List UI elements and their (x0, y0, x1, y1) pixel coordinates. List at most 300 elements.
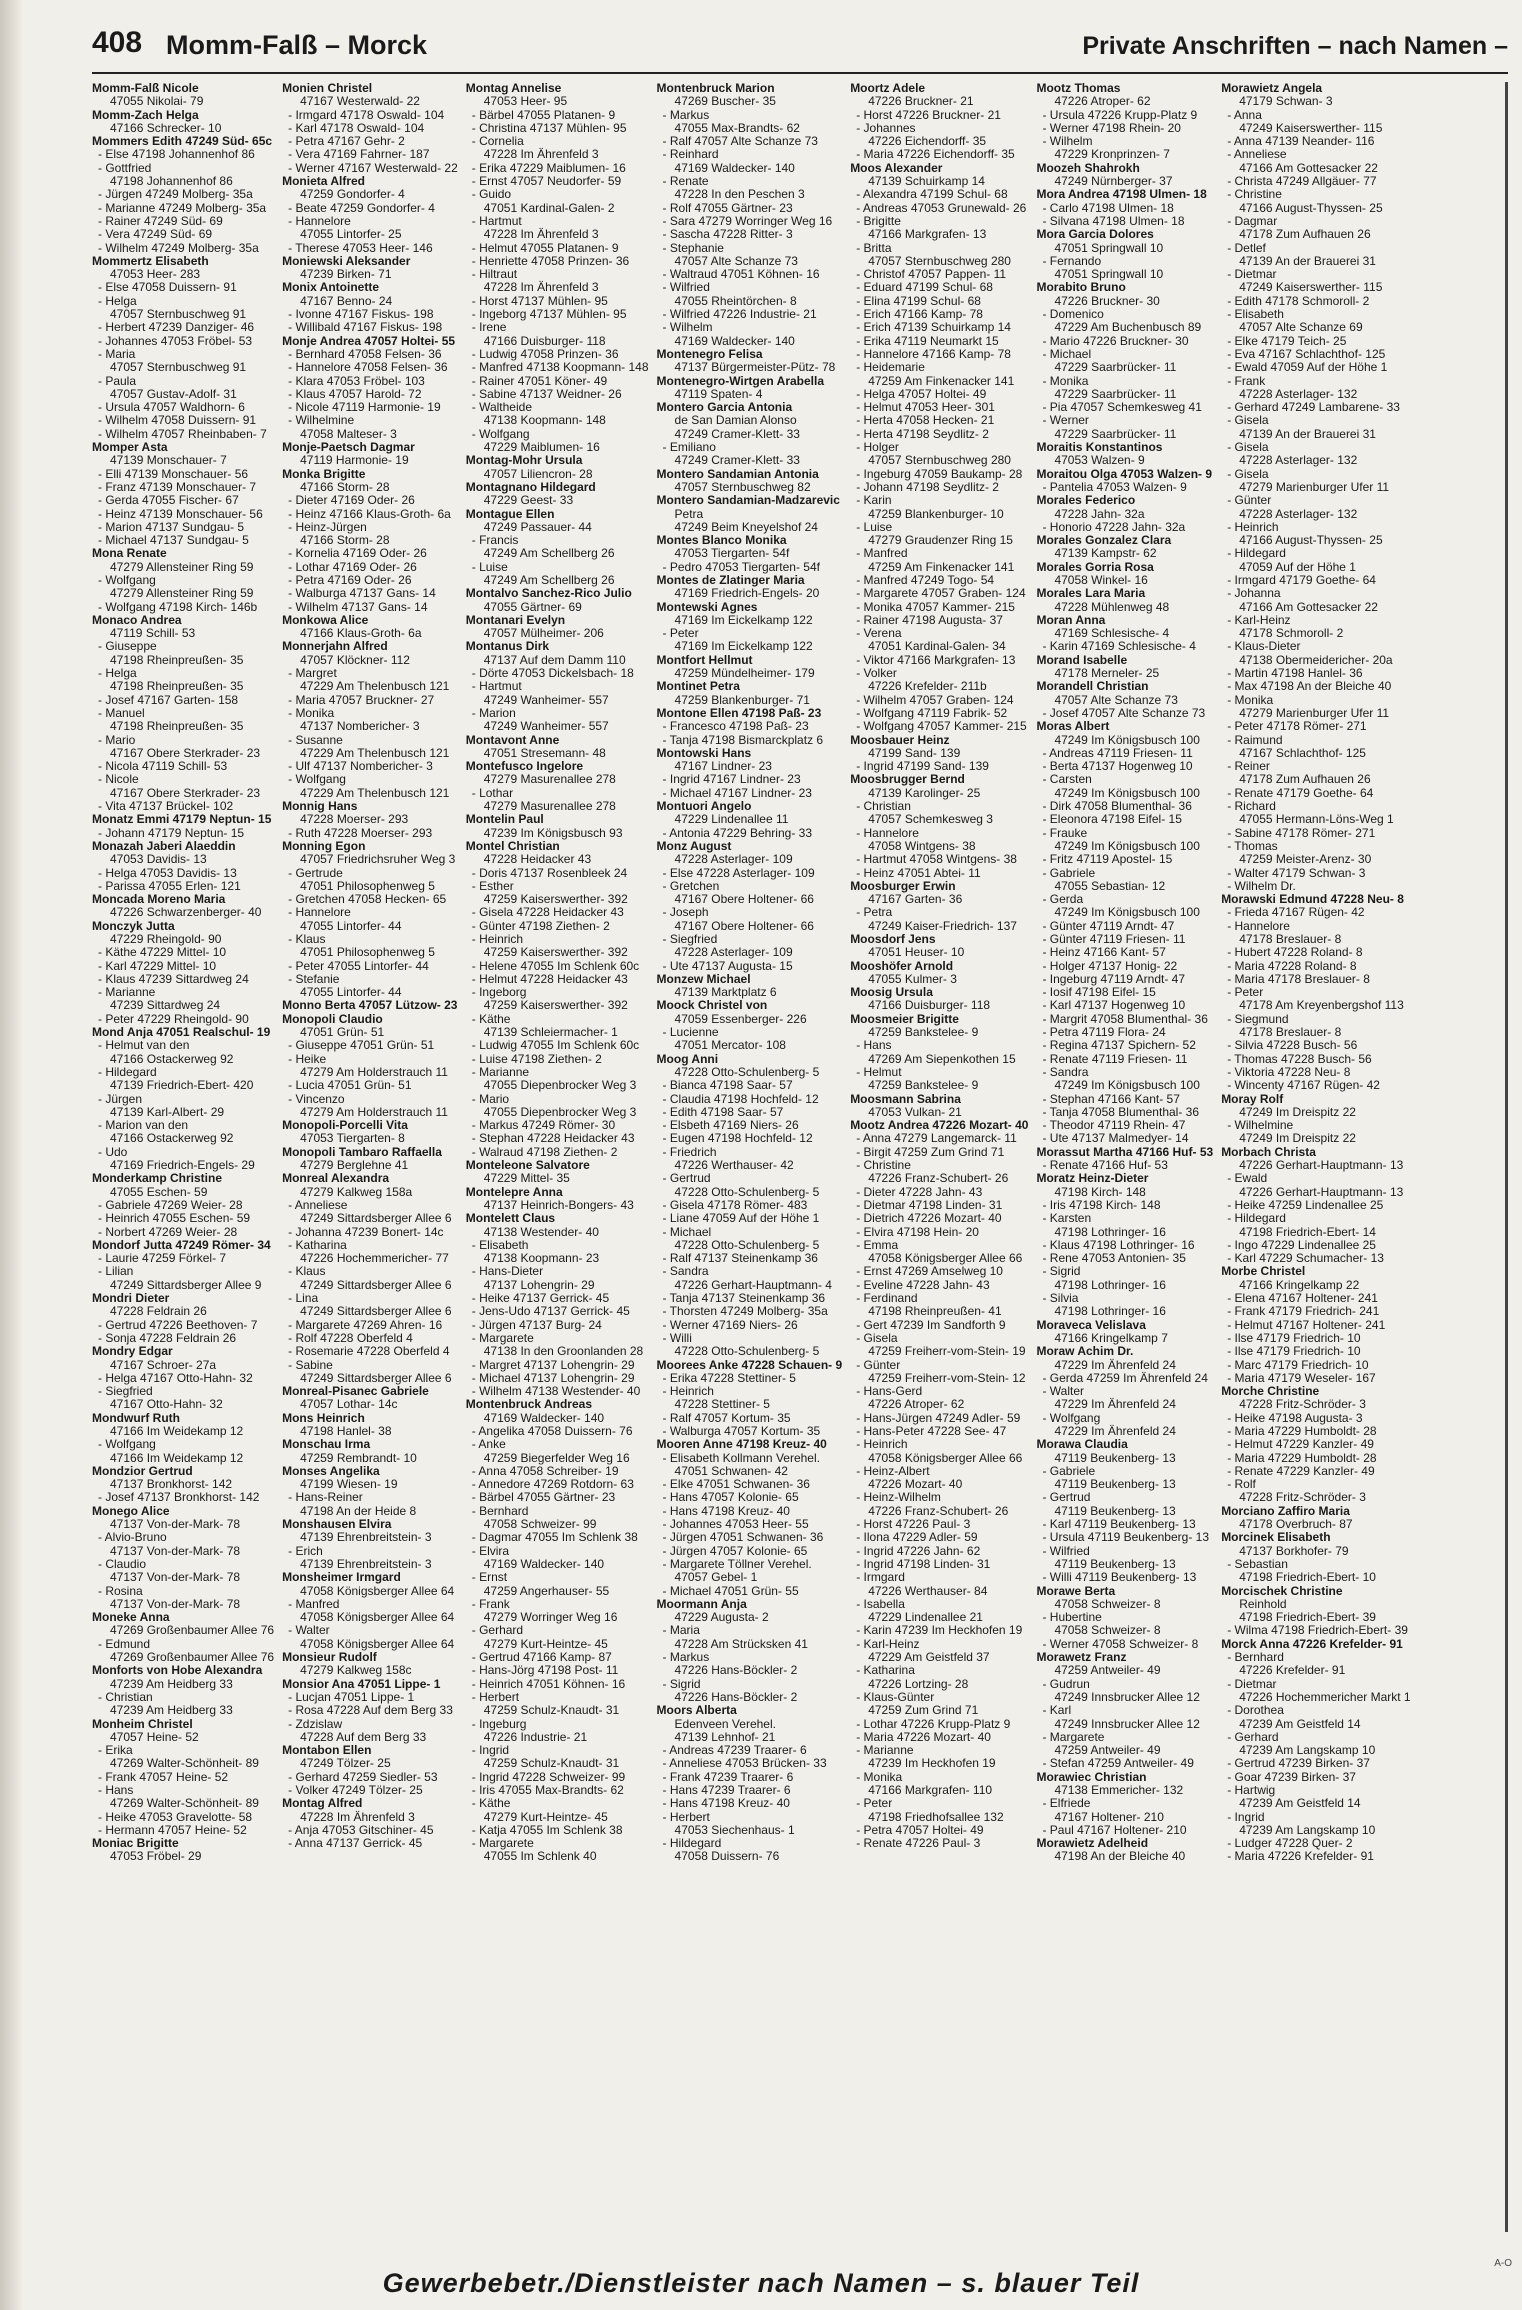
directory-entry: - Isabella (856, 1596, 905, 1611)
directory-entry-name: Mons Heinrich (282, 1410, 365, 1425)
directory-entry-name: Monderkamp Christine (92, 1171, 223, 1186)
directory-entry: - Maria 47178 Breslauer- 8 (1227, 971, 1370, 986)
directory-entry: - Rosina (98, 1583, 143, 1598)
directory-entry: 47259 Schulz-Knaudt- 31 (483, 1703, 620, 1718)
directory-entry: - Liane 47059 Auf der Höhe 1 (662, 1211, 820, 1226)
directory-entry: 47178 Merneler- 25 (1054, 666, 1160, 681)
directory-entry: - Ralf 47057 Alte Schanze 73 (662, 134, 818, 149)
directory-entry: 47259 Am Finkenacker 141 (868, 373, 1015, 388)
directory-entry: - Frank 47179 Friedrich- 241 (1227, 1304, 1380, 1319)
directory-entry: - Peter (856, 1796, 893, 1811)
directory-entry: - Waltraud 47051 Köhnen- 16 (662, 267, 820, 282)
directory-entry: - Gudrun (1042, 1676, 1090, 1691)
directory-entry: - Gertrud 47166 Kamp- 87 (471, 1650, 612, 1665)
directory-entry-name: Moneke Anna (92, 1610, 170, 1625)
directory-entry: - Willi (662, 1330, 692, 1345)
directory-entry: - Margarete (1042, 1729, 1105, 1744)
directory-entry: - Sigrid (662, 1676, 701, 1691)
directory-entry: - Nicole (98, 772, 139, 787)
directory-entry: 47138 Koopmann- 23 (483, 1251, 600, 1266)
directory-entry: - Hannelore (288, 905, 351, 920)
directory-entry: 47166 Duisburger- 118 (868, 998, 991, 1013)
directory-entry: - Günter 47119 Friesen- 11 (1042, 932, 1186, 946)
directory-entry: - Rainer 47051 Köner- 49 (471, 373, 608, 388)
directory-entry: - Werner (1042, 413, 1089, 428)
directory-entry: - Friedrich (662, 1144, 717, 1159)
directory-entry-name: Montabon Ellen (282, 1743, 372, 1758)
directory-entry: - Michael 47137 Sundgau- 5 (98, 533, 249, 548)
directory-entry: 47228 Fritz-Schröder- 3 (1239, 1397, 1366, 1412)
directory-entry-name: Monczyk Jutta (92, 918, 175, 933)
directory-entry: - Irmgard 47179 Goethe- 64 (1227, 572, 1376, 587)
directory-entry: - Manfred 47138 Koopmann- 148 (471, 360, 649, 375)
directory-entry: 47228 Otto-Schulenberg- 5 (674, 1064, 820, 1079)
directory-entry-name: Mona Renate (92, 546, 167, 561)
directory-entry: 47198 Lothringer- 16 (1054, 1304, 1166, 1319)
directory-entry: - Cornelia (471, 134, 524, 149)
directory-entry: 47228 Otto-Schulenberg- 5 (674, 1237, 820, 1252)
directory-entry: - Anneliese (1227, 147, 1287, 162)
directory-entry: 47269 Am Siepenkothen 15 (868, 1051, 1016, 1066)
directory-entry: 47053 Heer- 283 (110, 267, 201, 282)
directory-entry-name: Monnig Hans (282, 799, 358, 814)
directory-entry: 47226 Hans-Böckler- 2 (674, 1663, 798, 1678)
directory-entry: - Wilhelm (662, 320, 713, 335)
directory-entry: 47249 Im Königsbusch 100 (1054, 732, 1200, 747)
directory-entry-name: Monopoli-Porcelli Vita (282, 1118, 408, 1133)
directory-entry-name: Montewski Agnes (656, 599, 758, 614)
directory-entry: - Margarete Töllner Verehel. (662, 1556, 812, 1571)
directory-entry: - Lucjan 47051 Lippe- 1 (288, 1689, 415, 1704)
directory-entry: - Frank (471, 1596, 510, 1611)
directory-entry: - Bernhard 47058 Felsen- 36 (288, 346, 442, 361)
directory-entry: 47053 Heer- 95 (483, 94, 568, 109)
directory-entry: 47249 Tölzer- 25 (300, 1756, 391, 1771)
directory-entry: - Sebastian (1227, 1556, 1288, 1571)
directory-entry: - Klaus 47057 Harold- 72 (288, 386, 422, 401)
directory-entry: - Käthe (471, 1796, 511, 1811)
directory-entry-name: Monnerjahn Alfred (282, 639, 388, 654)
directory-entry-name: Mond Anja 47051 Realschul- 19 (92, 1025, 271, 1040)
directory-entry: - Ernst 47269 Amselweg 10 (856, 1264, 1003, 1279)
directory-entry: - Regina 47137 Spichern- 52 (1042, 1038, 1196, 1053)
directory-entry: 47166 Storm- 28 (300, 533, 390, 548)
directory-entry-name: Monheim Christel (92, 1716, 193, 1731)
directory-entry: 47228 Otto-Schulenberg- 5 (674, 1344, 820, 1359)
directory-entry: - Günter (856, 1357, 901, 1372)
directory-entry: 47055 Lintorfer- 44 (300, 918, 402, 933)
directory-entry-name: Monje-Paetsch Dagmar (282, 440, 415, 455)
directory-entry: 47051 Springwall 10 (1054, 267, 1164, 282)
directory-entry-name: Montel Christian (465, 838, 560, 853)
directory-entry: 47055 Eschen- 59 (110, 1184, 208, 1199)
directory-entry: 47058 Wintgens- 38 (868, 838, 976, 853)
directory-entry: 47279 Allensteiner Ring 59 (110, 559, 254, 574)
directory-entry: 47058 Duissern- 76 (674, 1849, 780, 1864)
directory-entry: - Wilhelm (1042, 134, 1093, 149)
directory-entry: - Gerhard (1227, 1729, 1279, 1744)
directory-entry: 47119 Beukenberg- 13 (1054, 1556, 1176, 1571)
directory-entry-name: Moran Anna (1036, 612, 1106, 627)
directory-entry-name: Monz August (656, 838, 732, 853)
directory-entry: 47229 Am Thelenbusch 121 (300, 785, 450, 800)
directory-entry-name: Montenbruck Marion (656, 81, 775, 95)
directory-entry: 47058 Königsberger Allee 66 (868, 1450, 1023, 1465)
directory-entry: 47058 Königsberger Allee 66 (868, 1251, 1023, 1266)
directory-entry: - Johannes 47053 Heer- 55 (662, 1517, 809, 1532)
directory-entry: 47139 An der Brauerei 31 (1239, 426, 1376, 441)
directory-entry: - Rolf 47055 Gärtner- 23 (662, 200, 793, 215)
directory-entry: - Jürgen 47057 Kolonie- 65 (662, 1543, 808, 1558)
directory-entry: 47228 Im Ährenfeld 3 (483, 227, 599, 242)
directory-entry: - Stephan 47166 Kant- 57 (1042, 1091, 1180, 1106)
directory-entry: - Margrit 47058 Blumenthal- 36 (1042, 1011, 1208, 1026)
directory-entry: - Renate 47179 Goethe- 64 (1227, 785, 1374, 800)
directory-entry: 47138 Koopmann- 148 (483, 413, 606, 428)
directory-entry: 47053 Tiergarten- 54f (674, 546, 790, 561)
directory-entry: 47259 Angerhauser- 55 (483, 1583, 610, 1598)
directory-entry: 47169 Waldecker- 140 (483, 1556, 605, 1571)
directory-entry: - Hiltraut (471, 267, 518, 282)
directory-entry: 47167 Benno- 24 (300, 293, 393, 308)
directory-entry: 47198 Rheinpreußen- 35 (110, 679, 244, 694)
directory-entry: - Doris 47137 Rosenbleek 24 (471, 865, 628, 880)
directory-entry: 47259 Bankstelee- 9 (868, 1078, 979, 1093)
directory-entry: 47279 Marienburger Ufer 11 (1239, 705, 1390, 720)
directory-entry: 47279 Kalkweg 158c (300, 1663, 412, 1678)
directory-entry: - Wilfried (662, 280, 710, 295)
directory-entry-name: Mootz Andrea 47226 Mozart- 40 (850, 1118, 1029, 1133)
directory-entry: - Frank 47057 Heine- 52 (98, 1769, 229, 1784)
directory-entry: - Eva 47167 Schlachthof- 125 (1227, 346, 1386, 361)
directory-entry: 47198 Rheinpreußen- 41 (868, 1304, 1002, 1319)
directory-entry: 47058 Königsberger Allee 64 (300, 1583, 455, 1598)
directory-entry: 47057 Gebel- 1 (674, 1570, 758, 1585)
directory-entry: - Fernando (1042, 253, 1102, 268)
directory-entry: - Wincenty 47167 Rügen- 42 (1227, 1078, 1380, 1093)
directory-entry: - Lucia 47051 Grün- 51 (288, 1078, 412, 1093)
directory-entry: 47137 Heinrich-Bongers- 43 (483, 1197, 634, 1212)
directory-entry-name: Mondorf Jutta 47249 Römer- 34 (92, 1237, 271, 1252)
directory-entry: 47119 Spaten- 4 (674, 386, 763, 401)
directory-entry: 47226 Industrie- 21 (483, 1729, 588, 1744)
directory-column-4 (657, 82, 843, 2232)
directory-entry: - Irmgard (856, 1570, 905, 1585)
directory-entry: 47166 Kringelkamp 22 (1239, 1277, 1360, 1292)
directory-entry: 47051 Schwanen- 42 (674, 1463, 788, 1478)
directory-entry: - Claudio (98, 1556, 147, 1571)
directory-entry: 47226 Bruckner- 30 (1054, 293, 1160, 308)
directory-entry-name: Moraw Achim Dr. (1036, 1344, 1134, 1359)
directory-entry: 47249 Kaiserswerther- 115 (1239, 120, 1383, 135)
directory-column-5 (850, 82, 1028, 2232)
directory-entry: 47055 Gärtner- 69 (483, 599, 582, 614)
directory-entry: - Ingrid (1227, 1809, 1265, 1824)
directory-entry: 47226 Hochemmericher- 77 (300, 1251, 449, 1266)
directory-entry: - Elisabeth Kollmann Verehel. (662, 1450, 820, 1465)
directory-entry: - Paul 47167 Holtener- 210 (1042, 1822, 1187, 1837)
directory-entry-name: Montelin Paul (465, 812, 544, 827)
directory-entry: - Klaus-Günter (856, 1689, 935, 1704)
directory-entry: 47139 An der Brauerei 31 (1239, 253, 1376, 268)
directory-entry: 47057 Sternbuschweg 91 (110, 360, 247, 375)
directory-entry: - Michael (1042, 346, 1092, 361)
directory-entry-name: Morche Christine (1221, 1384, 1320, 1399)
directory-entry: 47249 Cramer-Klett- 33 (674, 453, 800, 468)
directory-entry: 47259 Kaiserswerther- 392 (483, 892, 628, 907)
directory-entry: - Helmut 47229 Kanzler- 49 (1227, 1437, 1374, 1452)
directory-entry: - Anneliese (288, 1197, 348, 1212)
directory-entry: - Helmut 47053 Heer- 301 (856, 400, 995, 415)
directory-entry: - Pia 47057 Schemkesweg 41 (1042, 400, 1202, 415)
directory-entry: - Henriette 47058 Prinzen- 36 (471, 253, 630, 268)
directory-entry: - Ingrid 47167 Lindner- 23 (662, 772, 801, 787)
directory-entry: - Klaus 47239 Sittardweg 24 (98, 971, 249, 986)
directory-entry: - Ruth 47228 Moerser- 293 (288, 825, 433, 840)
directory-entry: - Gabriele 47269 Weier- 28 (98, 1197, 243, 1212)
directory-entry: - Erika (98, 1743, 133, 1758)
directory-entry: 47259 Kaiserswerther- 392 (483, 998, 628, 1013)
directory-entry: - Anke (471, 1437, 506, 1452)
directory-entry: - Gertrude (288, 865, 343, 880)
directory-entry: 47229 Rheingold- 90 (110, 932, 222, 946)
directory-entry: - Maria (98, 346, 136, 361)
directory-entry: - Ute 47137 Malmedyer- 14 (1042, 1131, 1189, 1146)
directory-entry: - Carsten (1042, 772, 1092, 787)
directory-entry: 47166 Klaus-Groth- 6a (300, 626, 422, 641)
directory-entry-name: Monsheimer Irmgard (282, 1570, 401, 1585)
directory-entry: - Gerda 47259 Im Ährenfeld 24 (1042, 1370, 1208, 1385)
directory-entry-name: Momm-Zach Helga (92, 107, 199, 122)
directory-entry: 47119 Beukenberg- 13 (1054, 1477, 1176, 1492)
directory-entry-name: Montavont Anne (465, 732, 560, 747)
directory-entry: - Ursula 47057 Waldhorn- 6 (98, 400, 245, 415)
directory-entry: 47228 Am Strücksken 41 (674, 1636, 808, 1651)
directory-entry: - Wolfgang (288, 772, 346, 787)
directory-entry: - Helmut 47055 Platanen- 9 (471, 240, 619, 255)
directory-entry: - Ralf 47057 Kortum- 35 (662, 1410, 791, 1425)
directory-entry: - Erika 47119 Neumarkt 15 (856, 333, 999, 348)
directory-entry: - Beate 47259 Gondorfer- 4 (288, 200, 435, 215)
directory-entry: 47137 Nombericher- 3 (300, 719, 420, 734)
directory-entry: 47249 Passauer- 44 (483, 519, 592, 534)
directory-entry: - Markus (662, 107, 710, 122)
directory-entry: - Bianca 47198 Saar- 57 (662, 1078, 793, 1093)
directory-entry: 47138 Emmericher- 132 (1054, 1783, 1184, 1797)
directory-entry: - Johannes 47053 Fröbel- 53 (98, 333, 253, 348)
directory-entry: 47169 Schlesische- 4 (1054, 626, 1170, 641)
directory-entry-name: Montes Blanco Monika (656, 533, 787, 548)
directory-entry: - Wilma 47198 Friedrich-Ebert- 39 (1227, 1623, 1408, 1638)
directory-entry: - Markus 47249 Römer- 30 (471, 1118, 616, 1133)
directory-entry: - Sascha 47228 Ritter- 3 (662, 227, 793, 242)
directory-entry: - Marianne (471, 1064, 530, 1079)
directory-entry: 47279 Graudenzer Ring 15 (868, 533, 1013, 548)
directory-entry: - Therese 47053 Heer- 146 (288, 240, 433, 255)
directory-entry: - Alvio-Bruno (98, 1530, 167, 1545)
directory-entry: - Tanja 47058 Blumenthal- 36 (1042, 1104, 1200, 1119)
directory-entry: de San Damian Alonso (674, 413, 797, 428)
directory-entry-name: Monix Antoinette (282, 280, 379, 295)
directory-entry-name: Moozeh Shahrokh (1036, 160, 1140, 175)
directory-entry: - Siegmund (1227, 1011, 1289, 1026)
directory-entry-name: Moraitis Konstantinos (1036, 440, 1163, 455)
directory-entry: 47259 Zum Grind 71 (868, 1703, 979, 1718)
directory-entry: 47229 Augusta- 2 (674, 1610, 769, 1625)
directory-entry: - Franz 47139 Monschauer- 7 (98, 479, 257, 494)
directory-entry: - Rainer 47249 Süd- 69 (98, 213, 223, 228)
directory-entry: - Verena (856, 626, 902, 641)
directory-entry: - Ulf 47137 Nombericher- 3 (288, 759, 433, 774)
directory-entry: 47138 Westender- 40 (483, 1224, 599, 1239)
directory-entry-name: Montero Garcia Antonia (656, 400, 793, 415)
directory-entry: 47137 Von-der-Mark- 78 (110, 1517, 241, 1532)
directory-entry: 47226 Werthauser- 42 (674, 1158, 794, 1173)
directory-entry: - Karl-Heinz (856, 1636, 920, 1651)
directory-entry: - Bärbel 47055 Platanen- 9 (471, 107, 616, 122)
directory-entry: - Eveline 47228 Jahn- 43 (856, 1277, 990, 1292)
directory-entry: 47226 Schwarzenberger- 40 (110, 905, 262, 920)
directory-entry: - Emma (856, 1237, 899, 1252)
directory-entry: 47239 Birken- 71 (300, 267, 392, 282)
directory-entry: - Johanna (1227, 586, 1281, 601)
directory-entry: - Maria 47179 Weseler- 167 (1227, 1370, 1376, 1385)
directory-entry: - Stephan 47228 Heidacker 43 (471, 1131, 635, 1146)
directory-entry: - Iris 47055 Max-Brandts- 62 (471, 1783, 624, 1797)
directory-entry-name: Monego Alice (92, 1503, 170, 1518)
directory-entry: - Wilhelm 47057 Rheinbaben- 7 (98, 426, 267, 441)
directory-entry: - Christian (856, 799, 911, 814)
directory-entry: 47226 Gerhart-Hauptmann- 4 (674, 1277, 832, 1292)
directory-entry: - Heinz-Jürgen (288, 519, 367, 534)
directory-entry-name: Moniewski Aleksander (282, 253, 411, 268)
directory-entry: - Karl 47229 Schumacher- 13 (1227, 1251, 1384, 1266)
page-code: A-O (1494, 2258, 1512, 2269)
directory-entry: - Wolfgang 47119 Fabrik- 52 (856, 705, 1008, 720)
directory-entry: - Gisela (1227, 440, 1269, 455)
directory-entry: - Helmut 47228 Heidacker 43 (471, 971, 628, 986)
directory-entry: 47259 Kaiserswerther- 392 (483, 945, 628, 960)
directory-entry-name: Monsior Ana 47051 Lippe- 1 (282, 1676, 441, 1691)
directory-entry: Petra (674, 506, 704, 521)
directory-entry: - Renate 47119 Friesen- 11 (1042, 1051, 1188, 1066)
directory-entry: - Edith 47198 Saar- 57 (662, 1104, 784, 1119)
directory-entry: 47229 Im Ährenfeld 24 (1054, 1357, 1176, 1372)
directory-entry: 47249 Sittardsberger Allee 6 (300, 1370, 452, 1385)
directory-entry: - Helga 47053 Davidis- 13 (98, 865, 237, 880)
directory-entry-name: Mondri Dieter (92, 1291, 170, 1306)
directory-entry: - Ernst 47057 Neudorfer- 59 (471, 174, 622, 189)
directory-entry: 47055 Sebastian- 12 (1054, 878, 1166, 893)
directory-entry: - Ilse 47179 Friedrich- 10 (1227, 1330, 1361, 1345)
directory-entry: 47279 Masurenallee 278 (483, 772, 616, 787)
directory-entry: 47249 Am Schellberg 26 (483, 572, 615, 587)
directory-entry: - Heidemarie (856, 360, 925, 375)
directory-entry: 47259 Gondorfer- 4 (300, 187, 405, 202)
directory-entry-name: Monreal-Pisanec Gabriele (282, 1384, 429, 1399)
directory-entry-name: Moras Albert (1036, 719, 1110, 734)
directory-entry: 47269 Großenbaumer Allee 76 (110, 1623, 275, 1638)
directory-entry: - Laurie 47259 Förkel- 7 (98, 1251, 227, 1266)
directory-entry-name: Morcinek Elisabeth (1221, 1530, 1331, 1545)
directory-entry: - Josef 47057 Alte Schanze 73 (1042, 705, 1206, 720)
directory-entry-name: Mommers Edith 47249 Süd- 65c (92, 134, 273, 149)
directory-entry: 47166 Markgrafen- 13 (868, 227, 987, 242)
directory-entry: 47166 Am Gottesacker 22 (1239, 160, 1378, 175)
directory-entry-name: Montfort Hellmut (656, 652, 753, 667)
directory-entry: 47259 Blankenburger- 71 (674, 692, 810, 707)
directory-entry: - Heinrich (1227, 519, 1279, 534)
directory-entry-name: Monschau Irma (282, 1437, 371, 1452)
directory-entry-name: Moormann Anja (656, 1596, 747, 1611)
directory-entry: 47198 Friedrich-Ebert- 14 (1239, 1224, 1376, 1239)
directory-entry: 47226 Atroper- 62 (1054, 94, 1151, 109)
directory-entry: - Karin (856, 493, 892, 508)
directory-entry: 47269 Walter-Schönheit- 89 (110, 1796, 259, 1811)
directory-entry: - Hildegard (98, 1064, 157, 1079)
page-binding-edge (0, 0, 22, 2310)
directory-entry: - Margret (288, 666, 337, 681)
directory-entry: 47139 Karl-Albert- 29 (110, 1104, 225, 1119)
directory-entry: 47053 Fröbel- 29 (110, 1849, 202, 1864)
directory-entry: - Karl-Heinz (1227, 612, 1291, 627)
directory-entry: - Gisela (856, 1330, 898, 1345)
directory-entry: - Hans 47198 Kreuz- 40 (662, 1503, 790, 1518)
directory-entry: - Gerhard 47259 Siedler- 53 (288, 1769, 438, 1784)
directory-entry-name: Montenegro Felisa (656, 346, 763, 361)
directory-entry: - Wilhelm 47249 Molberg- 35a (98, 240, 259, 255)
directory-entry: - Gertrud 47226 Beethoven- 7 (98, 1317, 258, 1332)
directory-entry: - Hans (856, 1038, 892, 1053)
directory-entry: 47199 Wiesen- 19 (300, 1477, 398, 1492)
directory-entry: - Ingeburg (471, 1716, 527, 1731)
directory-entry: - Luise (856, 519, 893, 534)
directory-entry-name: Morawski Edmund 47228 Neu- 8 (1221, 892, 1404, 907)
directory-entry: - Wolfgang 47198 Kirch- 146b (98, 599, 258, 614)
directory-entry-name: Montag-Mohr Ursula (465, 453, 583, 468)
directory-entry-name: Montanari Evelyn (465, 612, 566, 627)
directory-entry: - Karl (1042, 1703, 1072, 1718)
directory-entry: - Nicola 47119 Schill- 53 (98, 759, 228, 774)
directory-entry: 47198 Hanlel- 38 (300, 1423, 392, 1438)
directory-entry: 47229 Maiblumen- 16 (483, 440, 600, 455)
directory-entry: 47119 Schill- 53 (110, 626, 196, 641)
directory-entry: - Elli 47139 Monschauer- 56 (98, 466, 249, 481)
directory-entry: - Richard (1227, 799, 1276, 814)
directory-entry: 47226 Atroper- 62 (868, 1397, 965, 1412)
directory-entry: - Walburga 47137 Gans- 14 (288, 586, 436, 601)
directory-entry-name: Montowski Hans (656, 745, 752, 760)
directory-entry: - Irene (471, 320, 507, 335)
directory-entry: 47279 Berglehne 41 (300, 1158, 409, 1173)
directory-entry: - Ute 47137 Augusta- 15 (662, 958, 793, 973)
directory-entry: - Wilhelmine (288, 413, 355, 428)
directory-entry-name: Morand Isabelle (1036, 652, 1128, 667)
directory-entry: 47178 Am Kreyenbergshof 113 (1239, 998, 1404, 1013)
directory-entry: - Hildegard (662, 1836, 722, 1851)
directory-entry-name: Montagnano Hildegard (465, 479, 596, 494)
directory-entry: 47279 Worringer Weg 16 (483, 1610, 618, 1625)
directory-entry-name: Monshausen Elvira (282, 1517, 392, 1532)
directory-entry-name: Montenbruck Andreas (465, 1397, 592, 1412)
directory-column-2 (282, 82, 458, 2232)
directory-entry-name: Moosdorf Jens (850, 932, 936, 946)
directory-entry-name: Monkowa Alice (282, 612, 369, 627)
directory-entry-name: Moorees Anke 47228 Schauen- 9 (656, 1357, 843, 1372)
directory-entry: - Anna 47137 Gerrick- 45 (288, 1836, 423, 1851)
directory-entry: 47229 Am Geistfeld 37 (868, 1650, 990, 1665)
directory-entry: 47226 Gerhart-Hauptmann- 13 (1239, 1158, 1404, 1173)
